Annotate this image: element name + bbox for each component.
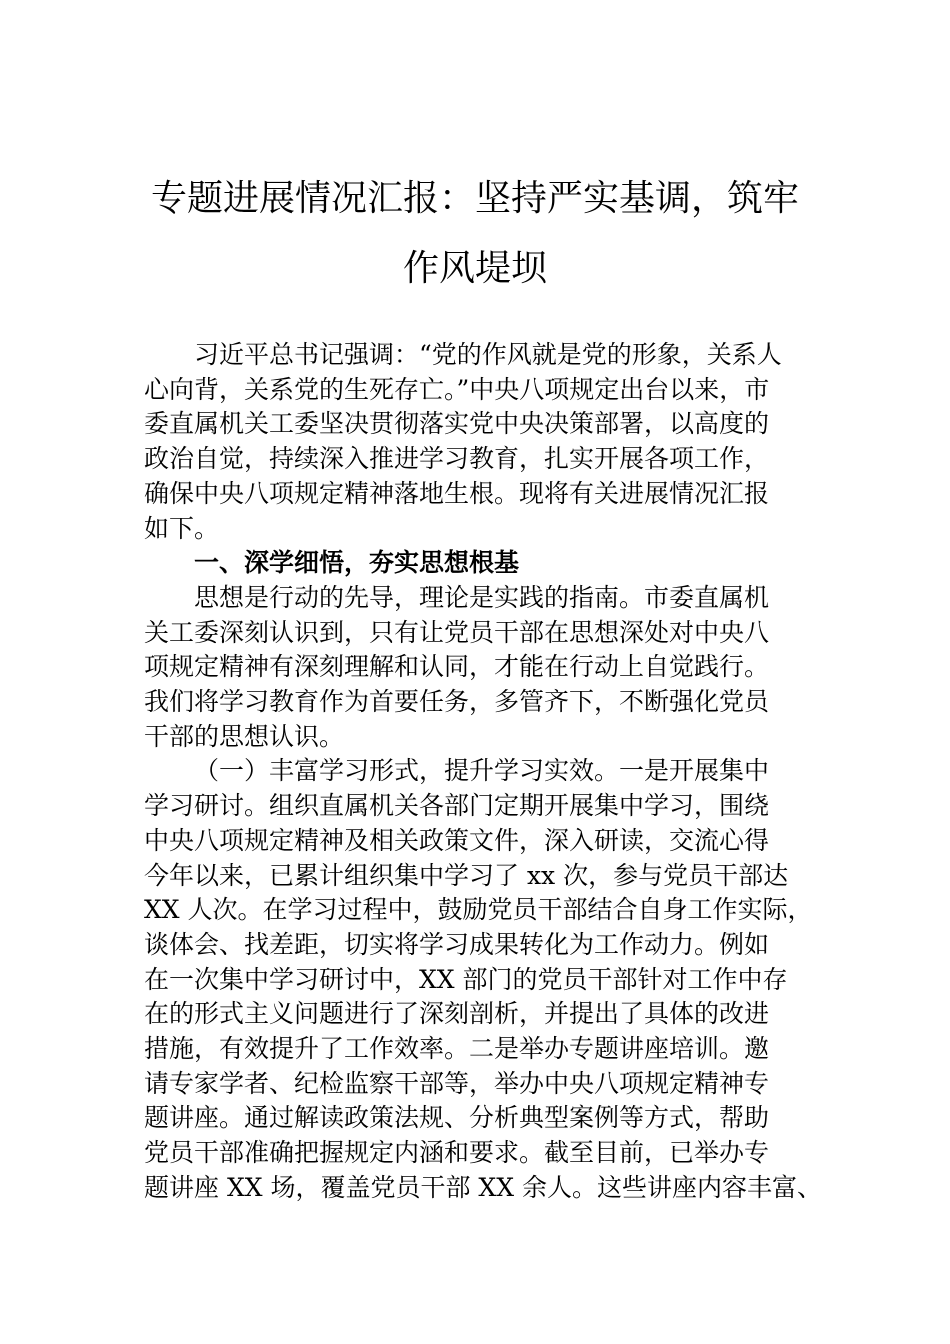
paragraph-line: 确保中央八项规定精神落地生根。现将有关进展情况汇报 [144,478,770,508]
paragraph-line: 如下。 [144,513,220,543]
paragraph-line: 谈体会、找差距，切实将学习成果转化为工作动力。例如 [144,929,770,959]
paragraph-line: 项规定精神有深刻理解和认同，才能在行动上自觉践行。 [144,652,770,682]
paragraph-line: 习近平总书记强调：“党的作风就是党的形象，关系人 [194,340,782,369]
paragraph-line: 政治自觉，持续深入推进学习教育，扎实开展各项工作， [144,444,770,474]
paragraph-line: 题讲座。通过解读政策法规、分析典型案例等方式，帮助 [144,1103,770,1133]
document-title-line-1: 专题进展情况汇报：坚持严实基调，筑牢 [150,178,799,219]
paragraph-line: 心向背，关系党的生死存亡。”中央八项规定出台以来，市 [144,374,770,404]
paragraph-line: 中央八项规定精神及相关政策文件，深入研读，交流心得 [144,825,770,855]
paragraph-line: 学习研讨。组织直属机关各部门定期开展集中学习，围绕 [144,791,770,821]
paragraph-line: 题讲座 XX 场，覆盖党员干部 XX 余人。这些讲座内容丰富、 [144,1172,822,1202]
paragraph-line: 今年以来，已累计组织集中学习了 xx 次，参与党员干部达 [144,860,789,890]
paragraph-line: 我们将学习教育作为首要任务，多管齐下，不断强化党员 [144,687,770,717]
section-heading: 一、深学细悟，夯实思想根基 [194,548,520,578]
document-title-line-2: 作风堤坝 [402,248,547,289]
paragraph-line: 在的形式主义问题进行了深刻剖析，并提出了具体的改进 [144,999,770,1029]
paragraph-line: 请专家学者、纪检监察干部等，举办中央八项规定精神专 [144,1068,770,1098]
paragraph-line: 关工委深刻认识到，只有让党员干部在思想深处对中央八 [144,617,770,647]
paragraph-line: 干部的思想认识。 [144,721,345,751]
paragraph-line: 思想是行动的先导，理论是实践的指南。市委直属机 [194,582,770,612]
document-body [144,338,844,1206]
paragraph-line: 党员干部准确把握规定内涵和要求。截至目前，已举办专 [144,1138,770,1168]
paragraph-line: XX 人次。在学习过程中，鼓励党员干部结合自身工作实际， [144,895,813,925]
paragraph-line: 在一次集中学习研讨中，XX 部门的党员干部针对工作中存 [144,964,788,994]
paragraph-line: 措施，有效提升了工作效率。二是举办专题讲座培训。邀 [144,1034,770,1064]
paragraph-line: （一）丰富学习形式，提升学习实效。一是开展集中 [194,756,770,786]
paragraph-line: 委直属机关工委坚决贯彻落实党中央决策部署，以高度的 [144,409,770,439]
